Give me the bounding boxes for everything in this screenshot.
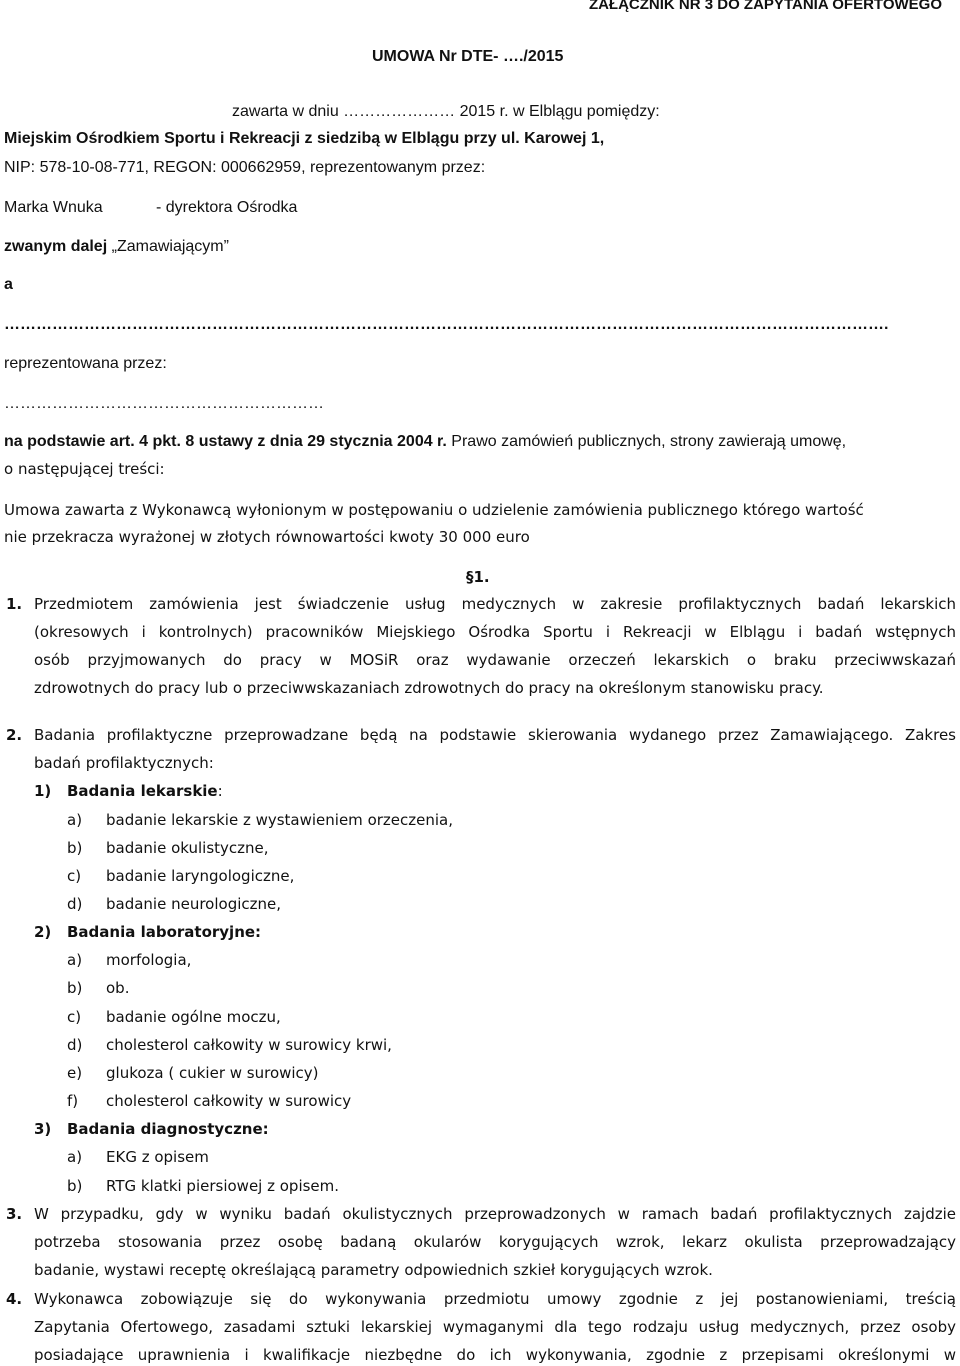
contractor-placeholder: …………………………………………………………………………………………………………………………………………………. xyxy=(4,316,889,333)
group-1-title: Badania lekarskie xyxy=(67,782,218,800)
legal-basis-rest: Prawo zamówień publicznych, strony zawierają umowę, xyxy=(446,433,847,450)
list-item: cholesterol całkowity w surowicy xyxy=(106,1092,352,1110)
paragraph-4-number: 4. xyxy=(6,1290,23,1308)
group-3-title: Badania diagnostyczne: xyxy=(67,1120,269,1138)
paragraph-4-line: posiadające uprawnienia i kwalifikacje niezbędne do ich wykonywania, zgodnie z przepisami określonymi w xyxy=(34,1346,956,1364)
representative2-placeholder: …………………………………………………… xyxy=(4,395,324,412)
list-item-letter: c) xyxy=(67,867,82,885)
list-item-letter: b) xyxy=(67,839,83,857)
legal-basis-line2: o następującej treści: xyxy=(4,460,165,478)
called-line xyxy=(4,238,229,256)
paragraph-1-line: (okresowych i kontrolnych) pracowników Miejskiego Ośrodka Sportu i Rekreacji w Elblągu i badań wstępnych xyxy=(34,623,956,641)
group-1-title-line xyxy=(67,782,223,800)
representative-name: Marka Wnuka xyxy=(4,199,103,216)
paragraph-3-line: potrzeba stosowania przez osobę badaną okularów korygujących wzrok, lekarz okulista przeprowadzający xyxy=(34,1233,956,1251)
attachment-label: ZAŁĄCZNIK NR 3 DO ZAPYTANIA OFERTOWEGO xyxy=(588,0,942,13)
list-item-letter: a) xyxy=(67,1148,83,1166)
represented-by-label: reprezentowana przez: xyxy=(4,355,167,372)
group-2-title: Badania laboratoryjne: xyxy=(67,923,262,941)
paragraph-1-number: 1. xyxy=(6,595,23,613)
paragraph-2-line: Badania profilaktyczne przeprowadzane będą na podstawie skierowania wydanego przez Zamawiającego. Zakres xyxy=(34,726,956,744)
paragraph-1-line: Przedmiotem zamówienia jest świadczenie usług medycznych w zakresie profilaktycznych badań lekarskich xyxy=(34,595,956,613)
list-item-letter: b) xyxy=(67,979,83,997)
paragraph-3-line: badanie, wystawi receptę określającą parametry odpowiednich szkieł korygujących wzrok. xyxy=(34,1261,713,1279)
list-item: RTG klatki piersiowej z opisem. xyxy=(106,1177,340,1195)
legal-basis-bold: na podstawie art. 4 pkt. 8 ustawy z dnia 29 stycznia 2004 r. xyxy=(4,433,447,450)
group-1-suffix: : xyxy=(217,782,223,800)
list-item: badanie lekarskie z wystawieniem orzeczenia, xyxy=(106,811,453,829)
list-item-letter: d) xyxy=(67,1036,83,1054)
list-item-letter: c) xyxy=(67,1008,82,1026)
called-name: „Zamawiającym” xyxy=(111,238,229,255)
value-line1: Umowa zawarta z Wykonawcą wyłonionym w postępowaniu o udzielenie zamówienia publicznego którego wartość xyxy=(4,501,864,519)
legal-basis-line1 xyxy=(4,433,846,451)
section-heading: §1. xyxy=(466,568,490,586)
list-item: badanie okulistyczne, xyxy=(106,839,269,857)
contract-title: UMOWA Nr DTE- …./2015 xyxy=(372,48,564,65)
paragraph-1-line: osób przyjmowanych do pracy w MOSiR oraz wydawanie orzeczeń lekarskich o braku przeciwwskazań xyxy=(34,651,956,669)
list-item-letter: e) xyxy=(67,1064,83,1082)
list-item: EKG z opisem xyxy=(106,1148,209,1166)
party1-line1: Miejskim Ośrodkiem Sportu i Rekreacji z siedzibą w Elblągu przy ul. Karowej 1, xyxy=(4,130,605,147)
group-3-number: 3) xyxy=(34,1120,52,1138)
and-word: a xyxy=(4,276,13,293)
list-item: badanie ogólne moczu, xyxy=(106,1008,281,1026)
list-item: glukoza ( cukier w surowicy) xyxy=(106,1064,319,1082)
group-1-number: 1) xyxy=(34,782,52,800)
list-item-letter: b) xyxy=(67,1177,83,1195)
list-item-letter: a) xyxy=(67,951,83,969)
list-item-letter: a) xyxy=(67,811,83,829)
list-item: cholesterol całkowity w surowicy krwi, xyxy=(106,1036,392,1054)
paragraph-4-line: Zapytania Ofertowego, zasadami sztuki lekarskiej wymaganymi dla tego rodzaju usług medycznych, przez osoby xyxy=(34,1318,956,1336)
party1-line2: NIP: 578-10-08-771, REGON: 000662959, reprezentowanym przez: xyxy=(4,159,486,176)
paragraph-2-line: badań profilaktycznych: xyxy=(34,754,214,772)
group-2-number: 2) xyxy=(34,923,52,941)
list-item-letter: f) xyxy=(67,1092,79,1110)
list-item: badanie neurologiczne, xyxy=(106,895,282,913)
paragraph-4-line: Wykonawca zobowiązuje się do wykonywania przedmiotu umowy zgodnie z jej postanowieniami, treścią xyxy=(34,1290,956,1308)
list-item: ob. xyxy=(106,979,130,997)
called-prefix: zwanym dalej xyxy=(4,238,108,255)
paragraph-3-number: 3. xyxy=(6,1205,23,1223)
list-item-letter: d) xyxy=(67,895,83,913)
list-item: morfologia, xyxy=(106,951,192,969)
paragraph-1-line: zdrowotnych do pracy lub o przeciwwskazaniach zdrowotnych do pracy na określonym stanowisku pracy. xyxy=(34,679,824,697)
value-line2: nie przekracza wyrażonej w złotych równowartości kwoty 30 000 euro xyxy=(4,528,530,546)
list-item: badanie laryngologiczne, xyxy=(106,867,295,885)
representative-role: - dyrektora Ośrodka xyxy=(156,199,298,216)
concluded-line: zawarta w dniu ………………… 2015 r. w Elblągu pomiędzy: xyxy=(232,103,660,120)
paragraph-3-line: W przypadku, gdy w wyniku badań okulistycznych przeprowadzonych w ramach badań profilaktycznych zajdzie xyxy=(34,1205,956,1223)
paragraph-2-number: 2. xyxy=(6,726,23,744)
